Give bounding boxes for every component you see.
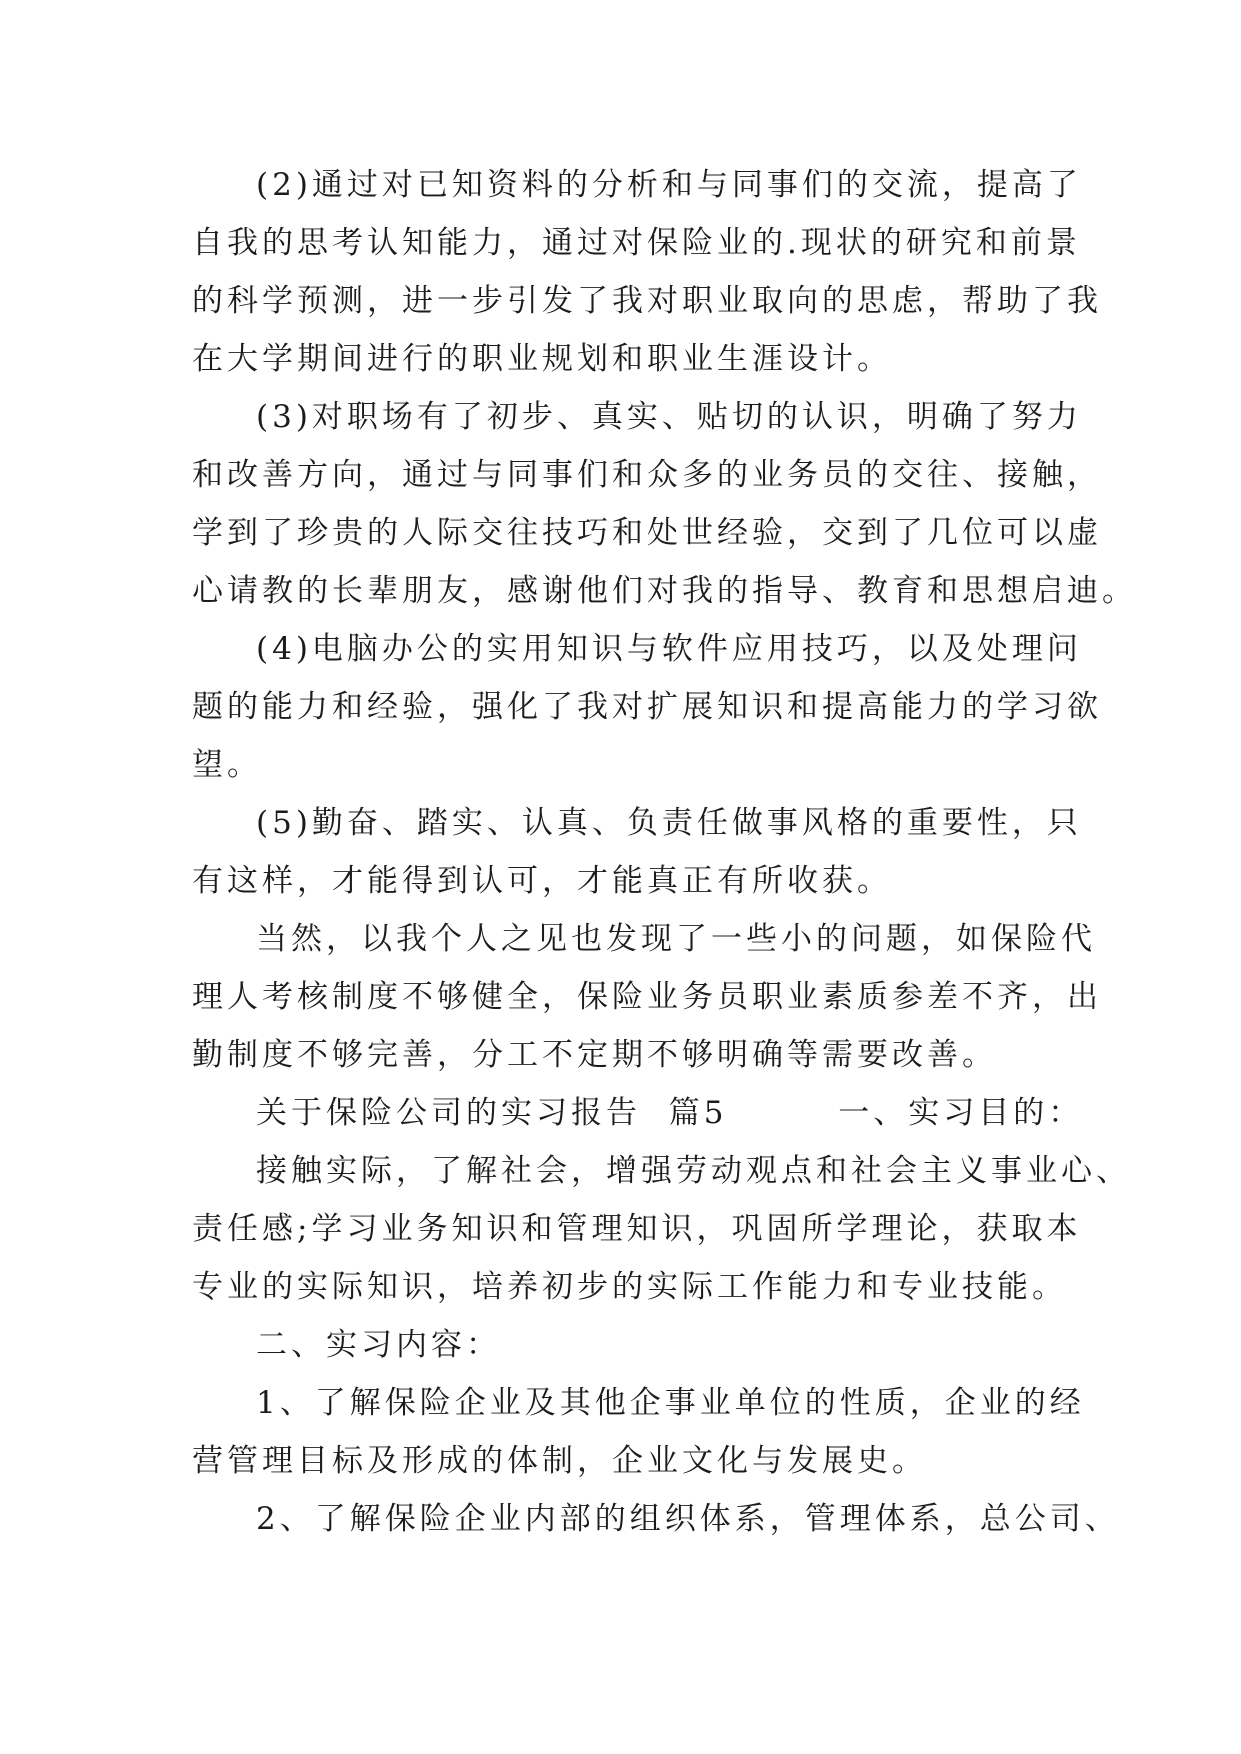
text-line: (4)电脑办公的实用知识与软件应用技巧，以及处理问 xyxy=(256,631,1082,667)
text-line: 和改善方向，通过与同事们和众多的业务员的交往、接触， xyxy=(192,457,1102,493)
text-line: 题的能力和经验，强化了我对扩展知识和提高能力的学习欲 xyxy=(192,689,1102,725)
text-line: 接触实际，了解社会，增强劳动观点和社会主义事业心、 xyxy=(256,1153,1131,1189)
text-line: (3)对职场有了初步、真实、贴切的认识，明确了努力 xyxy=(256,399,1082,435)
text-line: 专业的实际知识，培养初步的实际工作能力和专业技能。 xyxy=(192,1269,1067,1305)
paragraph-item-4 xyxy=(192,620,1102,794)
text-line: 在大学期间进行的职业规划和职业生涯设计。 xyxy=(192,341,892,377)
text-line: 学到了珍贵的人际交往技巧和处世经验，交到了几位可以虚 xyxy=(192,515,1102,551)
paragraph-problems xyxy=(192,910,1102,1084)
paragraph-item-3 xyxy=(192,388,1137,620)
section-heading: 关于保险公司的实习报告 篇5 一、实习目的： xyxy=(256,1095,1084,1131)
section-heading-report-5 xyxy=(192,1084,1084,1142)
text-line: 1、了解保险企业及其他企事业单位的性质，企业的经 xyxy=(256,1385,1085,1421)
text-line: 的科学预测，进一步引发了我对职业取向的思虑，帮助了我 xyxy=(192,283,1102,319)
text-line: 自我的思考认知能力，通过对保险业的.现状的研究和前景 xyxy=(192,225,1081,261)
paragraph-content-2 xyxy=(192,1490,1120,1548)
paragraph-item-5 xyxy=(192,794,1082,910)
text-line: (5)勤奋、踏实、认真、负责任做事风格的重要性，只 xyxy=(256,805,1082,841)
text-line: 2、了解保险企业内部的组织体系，管理体系，总公司、 xyxy=(256,1501,1120,1537)
document-body xyxy=(192,156,1137,1548)
section-heading-content xyxy=(192,1316,1062,1374)
text-line: 营管理目标及形成的体制，企业文化与发展史。 xyxy=(192,1443,927,1479)
text-line: 勤制度不够完善，分工不定期不够明确等需要改善。 xyxy=(192,1037,997,1073)
section-heading: 二、实习内容： xyxy=(256,1327,501,1363)
text-line: 心请教的长辈朋友，感谢他们对我的指导、教育和思想启迪。 xyxy=(192,573,1137,609)
text-line: 责任感;学习业务知识和管理知识，巩固所学理论，获取本 xyxy=(192,1211,1082,1247)
text-line: 有这样，才能得到认可，才能真正有所收获。 xyxy=(192,863,892,899)
paragraph-content-1 xyxy=(192,1374,1085,1490)
text-line: 当然，以我个人之见也发现了一些小的问题，如保险代 xyxy=(256,921,1096,957)
paragraph-purpose xyxy=(192,1142,1131,1316)
paragraph-item-2 xyxy=(192,156,1102,388)
text-line: 望。 xyxy=(192,747,262,783)
text-line: 理人考核制度不够健全，保险业务员职业素质参差不齐，出 xyxy=(192,979,1102,1015)
text-line: (2)通过对已知资料的分析和与同事们的交流，提高了 xyxy=(256,167,1082,203)
